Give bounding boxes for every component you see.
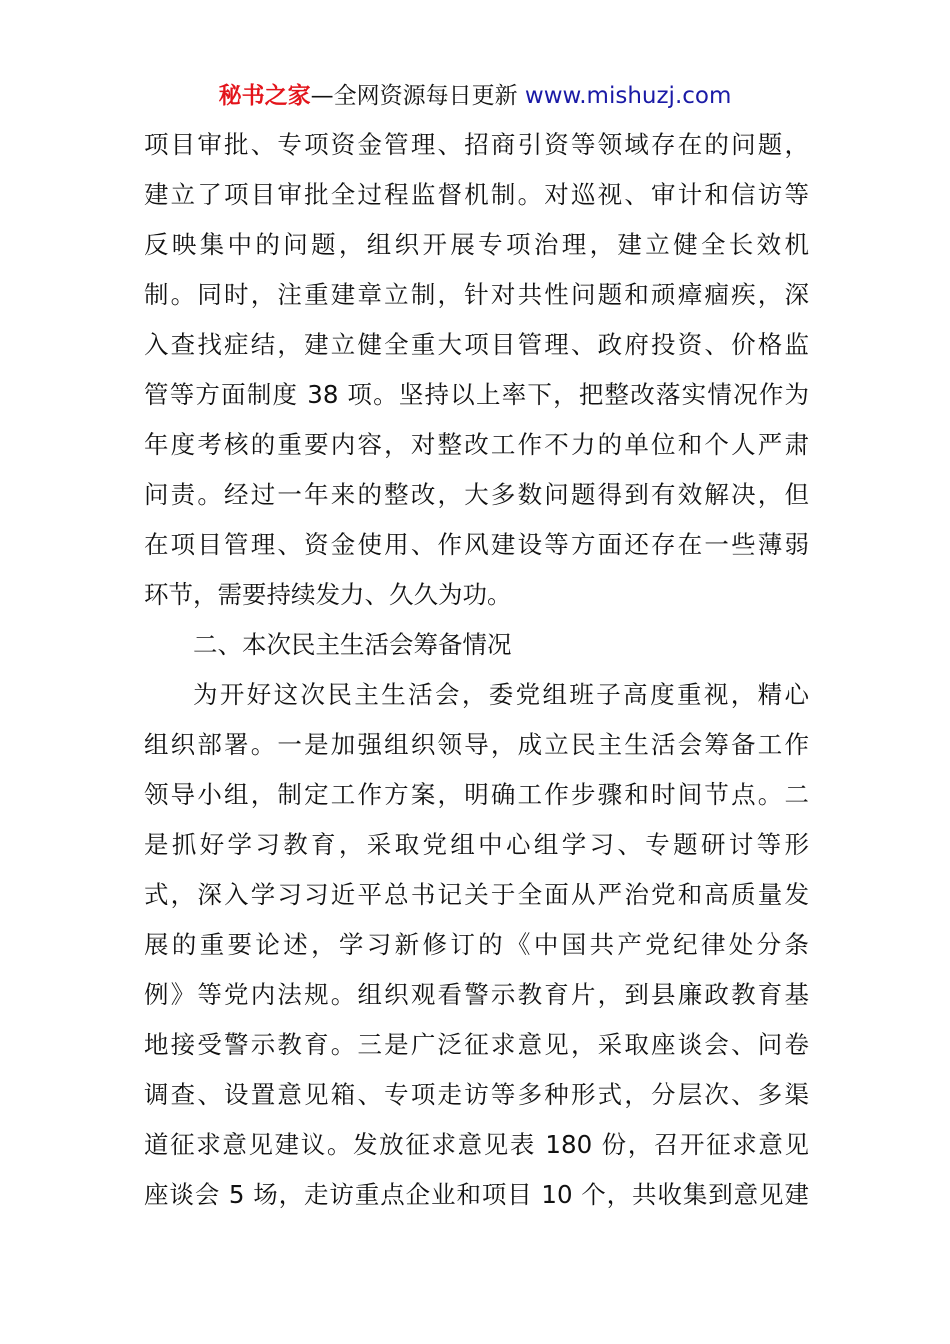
- body-line: 管等方面制度 38 项。坚持以上率下，把整改落实情况作为: [144, 380, 809, 409]
- body-line: 为开好这次民主生活会，委党组班子高度重视，精心: [193, 680, 809, 709]
- site-url-link[interactable]: www.mishuzj.com: [524, 83, 732, 109]
- body-line: 项目审批、专项资金管理、招商引资等领域存在的问题，: [144, 130, 809, 159]
- site-header: [0, 80, 950, 112]
- body-line: 座谈会 5 场，走访重点企业和项目 10 个，共收集到意见建: [144, 1180, 809, 1209]
- body-line: 问责。经过一年来的整改，大多数问题得到有效解决，但: [144, 480, 809, 509]
- document-body: [144, 120, 809, 1220]
- body-line: 在项目管理、资金使用、作风建设等方面还存在一些薄弱: [144, 530, 809, 559]
- body-line: 地接受警示教育。三是广泛征求意见，采取座谈会、问卷: [144, 1030, 809, 1059]
- body-line: 领导小组，制定工作方案，明确工作步骤和时间节点。二: [144, 780, 809, 809]
- site-brand: 秘书之家: [218, 83, 311, 109]
- section-heading: 二、本次民主生活会筹备情况: [193, 630, 512, 659]
- body-line: 道征求意见建议。发放征求意见表 180 份，召开征求意见: [144, 1130, 809, 1159]
- body-line: 环节，需要持续发力、久久为功。: [144, 580, 512, 609]
- body-line: 入查找症结，建立健全重大项目管理、政府投资、价格监: [144, 330, 809, 359]
- body-line: 年度考核的重要内容，对整改工作不力的单位和个人严肃: [144, 430, 809, 459]
- body-line: 制。同时，注重建章立制，针对共性问题和顽瘴痼疾，深: [144, 280, 809, 309]
- body-line: 建立了项目审批全过程监督机制。对巡视、审计和信访等: [144, 180, 809, 209]
- body-line: 反映集中的问题，组织开展专项治理，建立健全长效机: [144, 230, 809, 259]
- body-line: 例》等党内法规。组织观看警示教育片，到县廉政教育基: [144, 980, 809, 1009]
- body-line: 组织部署。一是加强组织领导，成立民主生活会筹备工作: [144, 730, 809, 759]
- body-line: 调查、设置意见箱、专项走访等多种形式，分层次、多渠: [144, 1080, 809, 1109]
- site-tagline: —全网资源每日更新: [310, 83, 518, 109]
- body-line: 式，深入学习习近平总书记关于全面从严治党和高质量发: [144, 880, 809, 909]
- body-line: 展的重要论述，学习新修订的《中国共产党纪律处分条: [144, 930, 809, 959]
- body-line: 是抓好学习教育，采取党组中心组学习、专题研讨等形: [144, 830, 809, 859]
